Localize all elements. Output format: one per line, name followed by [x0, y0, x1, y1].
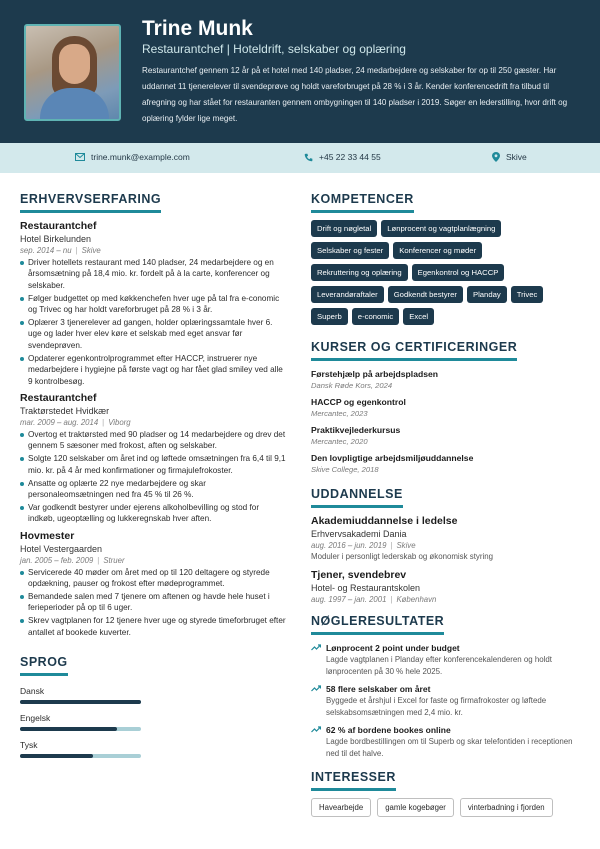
course-org: Skive College, 2018 [311, 465, 379, 474]
left-column [20, 190, 288, 767]
achievement-list [311, 642, 581, 760]
job-meta: jan. 2005 – feb. 2009 | Struer [20, 555, 125, 565]
bullet: Solgte 120 selskaber om året ind og løftede omsætningen fra 6,4 til 9,1 mio. kr. på 4 år med konfirmationer og firmajulefrokoster. [20, 453, 288, 476]
course-item [311, 396, 581, 419]
education-dates: aug. 1997 – jan. 2001 [311, 595, 387, 604]
profile-photo [24, 24, 121, 121]
job-bullets [20, 257, 288, 387]
education-location: Skive [396, 541, 416, 550]
email-icon [75, 153, 85, 161]
location-pin-icon [492, 152, 500, 162]
achievement-title: Lønprocent 2 point under budget [326, 643, 460, 653]
interests-heading: INTERESSER [311, 770, 396, 791]
skill-tag: Trivec [511, 286, 544, 303]
course-list [311, 368, 581, 475]
job-title: Restaurantchef [20, 220, 97, 232]
education-item [311, 569, 581, 605]
course-name: Førstehjælp på arbejdspladsen [311, 369, 439, 379]
course-item [311, 452, 581, 475]
language-item [20, 686, 288, 704]
job-title: Restaurantchef [20, 391, 97, 404]
job-location: Struer [103, 555, 125, 565]
bullet: Opdaterer egenkontrolprogrammet efter HACCP, instruerer nye medarbejdere i hygiejne på første vagt og har fået glad smiley ved alle 9 kontrolbesøg. [20, 353, 288, 387]
language-level [20, 727, 117, 731]
skill-tag: Konferencer og møder [393, 242, 482, 259]
achievement-description: Lagde vagtplanen i Planday efter konferencekalenderen og holdt lønprocenten på 30 % hele 2025. [326, 655, 552, 676]
education-heading: UDDANNELSE [311, 487, 403, 508]
phone-icon [304, 153, 313, 162]
job-bullets [20, 567, 288, 638]
job-entry [20, 530, 288, 638]
interest-tag: vinterbadning i fjorden [460, 798, 553, 817]
language-item [20, 740, 288, 758]
course-org: Dansk Røde Kors, 2024 [311, 381, 393, 390]
bullet: Følger budgettet op med køkkenchefen hver uge på tal fra e-conomic og Trivec og har holdt vareforbruget på 28 % i 3 år. [20, 293, 288, 316]
bullet: Overtog et traktørsted med 90 pladser og 14 medarbejdere og drev det gennem 5 sæsoner med frokost, aften og selskaber. [20, 429, 288, 452]
language-item [20, 713, 288, 731]
course-org: Mercantec, 2020 [311, 437, 368, 446]
interest-tag: Havearbejde [311, 798, 371, 817]
candidate-name: Trine Munk [142, 17, 253, 40]
language-bar [20, 700, 141, 704]
course-item [311, 368, 581, 391]
job-entry [20, 392, 288, 525]
degree-title: Tjener, svendebrev [311, 569, 407, 581]
location-text: Skive [506, 152, 527, 162]
language-list [20, 686, 288, 758]
phone-text: +45 22 33 44 55 [319, 152, 381, 162]
languages-heading: SPROG [20, 655, 68, 676]
right-column [311, 190, 581, 817]
language-name: Engelsk [20, 713, 51, 724]
job-location: Viborg [108, 417, 131, 427]
language-bar [20, 754, 141, 758]
skill-tag: Drift og nøgletal [311, 220, 377, 237]
education-list [311, 515, 581, 605]
course-name: HACCP og egenkontrol [311, 397, 406, 407]
achievements-heading: NØGLERESULTATER [311, 614, 444, 635]
skill-tag: Egenkontrol og HACCP [412, 264, 505, 281]
education-dates: aug. 2016 – jun. 2019 [311, 541, 387, 550]
trend-up-icon [311, 726, 321, 733]
experience-heading: ERHVERVSERFARING [20, 192, 161, 213]
job-company: Traktørstedet Hvidkær [20, 405, 110, 416]
job-location: Skive [81, 246, 101, 255]
bullet: Servicerede 40 møder om året med op til 120 deltagere og styrede opdækning, pauser og frokost efter mødeprogrammet. [20, 567, 288, 590]
job-meta: sep. 2014 – nu | Skive [20, 246, 101, 255]
course-org: Mercantec, 2023 [311, 409, 368, 418]
achievement-item [311, 642, 581, 678]
contact-phone[interactable] [304, 152, 381, 162]
achievement-item [311, 724, 581, 760]
skill-tag: Leverandøraftaler [311, 286, 384, 303]
education-meta: aug. 1997 – jan. 2001 | København [311, 595, 437, 604]
job-dates: sep. 2014 – nu [20, 246, 72, 255]
bullet: Driver hotellets restaurant med 140 pladser, 24 medarbejdere og en årsomsætning på 18,4 mio. kr. fordelt på à la carte, konferencer og selskaber. [20, 257, 288, 291]
education-item [311, 515, 581, 562]
achievement-description: Byggede et årshjul i Excel for faste og firmafrokoster og løftede selskabsomsætningen med 2,4 mio. kr. [326, 696, 547, 717]
email-text: trine.munk@example.com [91, 152, 190, 162]
achievement-title: 58 flere selskaber om året [326, 684, 431, 694]
job-dates: mar. 2009 – aug. 2014 [20, 417, 99, 427]
bullet: Var godkendt bestyrer under ejerens alkoholbevilling og stod for indkøb, ugeoptælling og lukkeregnskab hver aften. [20, 502, 288, 525]
degree-title: Akademiuddannelse i ledelse [311, 515, 458, 527]
school-name: Hotel- og Restaurantskolen [311, 583, 421, 593]
skill-tag: Superb [311, 308, 348, 325]
achievement-title: 62 % af bordene bookes online [326, 725, 451, 735]
language-bar [20, 727, 141, 731]
job-title: Hovmester [20, 529, 75, 542]
skill-tag: Selskaber og fester [311, 242, 389, 259]
job-company: Hotel Vestergaarden [20, 543, 103, 554]
skill-tags [311, 220, 579, 325]
course-item [311, 424, 581, 447]
interest-list [311, 798, 581, 817]
bullet: Oplærer 3 tjenerelever ad gangen, holder oplæringssamtale hver 6. uge og lader hver elev køre et selskab med eget ansvar før svendeprøven. [20, 317, 288, 351]
skill-tag: e-conomic [352, 308, 399, 325]
job-company: Hotel Birkelunden [20, 234, 92, 244]
course-name: Praktikvejlederkursus [311, 425, 401, 435]
job-dates: jan. 2005 – feb. 2009 [20, 555, 94, 565]
achievement-description: Lagde bordbestillingen om til Superb og skar telefontiden i receptionen ned til det halve. [326, 737, 573, 758]
language-level [20, 754, 93, 758]
education-meta: aug. 2016 – jun. 2019 | Skive [311, 541, 416, 550]
skill-tag: Planday [467, 286, 507, 303]
header [0, 0, 600, 143]
school-name: Erhvervsakademi Dania [311, 529, 407, 539]
education-description: Moduler i personligt lederskab og økonomisk styring [311, 552, 494, 561]
summary: Restaurantchef gennem 12 år på et hotel med 140 pladser, 24 medarbejdere og selskaber for op til 250 gæster. Har uddannet 11 tjenerelever til svendeprøve og holdt vareforbruget på 28 % i 3 år. Kender konferencedrift fra tilbud til afregning og har stået for restauranten gennem ombygningen til 140 pladser i 2019. Søger en lederstilling, hvor drift og oplæring fylder lige meget. [142, 66, 568, 123]
trend-up-icon [311, 685, 321, 692]
bullet: Ansatte og oplærte 22 nye medarbejdere og skar personaleomsætningen ned fra 45 % til 26 %. [20, 478, 288, 501]
candidate-title: Restaurantchef | Hoteldrift, selskaber og oplæring [142, 42, 406, 56]
language-name: Dansk [20, 686, 45, 697]
skill-tag: Lønprocent og vagtplanlægning [381, 220, 501, 237]
interest-tag: gamle kogebøger [377, 798, 454, 817]
achievement-item [311, 683, 581, 719]
job-meta: mar. 2009 – aug. 2014 | Viborg [20, 417, 131, 427]
contact-location [492, 152, 527, 162]
skills-heading: KOMPETENCER [311, 192, 414, 213]
course-name: Den lovpligtige arbejdsmiljøuddannelse [311, 453, 474, 463]
language-level [20, 700, 141, 704]
contact-bar [0, 143, 600, 173]
job-bullets [20, 429, 288, 525]
skill-tag: Rekruttering og oplæring [311, 264, 408, 281]
skill-tag: Excel [403, 308, 434, 325]
job-entry [20, 220, 288, 387]
education-location: København [396, 595, 437, 604]
bullet: Skrev vagtplanen for 12 tjenere hver uge og styrede timeforbruget efter antallet af bookede kuverter. [20, 615, 288, 638]
skill-tag: Godkendt bestyrer [388, 286, 463, 303]
courses-heading: KURSER OG CERTIFICERINGER [311, 340, 517, 361]
bullet: Bemandede salen med 7 tjenere om aftenen og havde hele huset i ferieperioder på op til 6 uger. [20, 591, 288, 614]
trend-up-icon [311, 644, 321, 651]
language-name: Tysk [20, 740, 38, 751]
contact-email[interactable] [75, 152, 190, 162]
